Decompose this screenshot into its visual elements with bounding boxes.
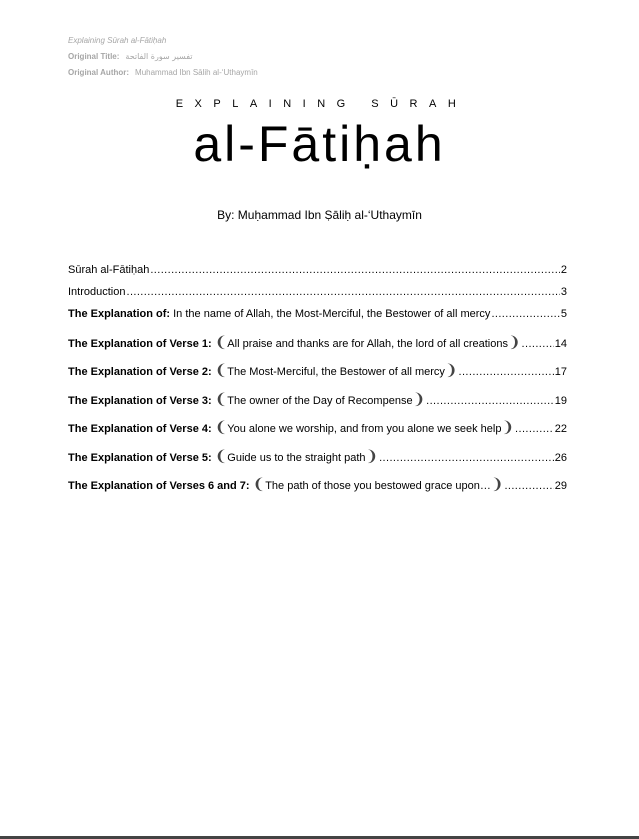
toc-entry[interactable] [68, 389, 567, 423]
toc-page-number: 26 [554, 451, 567, 464]
toc-entry-title: The Explanation of Verses 6 and 7: [68, 480, 250, 492]
toc-entry-description: In the name of Allah, the Most-Merciful, the Bestower of all mercy [173, 308, 491, 320]
toc-entry[interactable] [68, 418, 567, 451]
toc-entry[interactable] [68, 361, 567, 394]
dot-leader [426, 395, 554, 407]
toc-entry[interactable] [68, 475, 567, 508]
dot-leader [515, 423, 554, 435]
toc-entry-description: You alone we worship, and from you alone we seek help [227, 423, 502, 435]
original-author-label: Original Author: [68, 68, 130, 77]
toc-page-number: 3 [560, 286, 567, 298]
toc-entry-description: All praise and thanks are for Allah, the lord of all creations [227, 337, 508, 350]
toc-entry[interactable] [68, 308, 567, 337]
toc-entry-title: The Explanation of Verse 4: [68, 423, 212, 435]
toc-entry-description: The owner of the Day of Recompense [227, 394, 413, 407]
toc-entry-title: The Explanation of Verse 3: [68, 394, 212, 407]
dot-leader [150, 264, 560, 276]
toc-entry-description: The path of those you bestowed grace upon… [265, 480, 491, 492]
ornate-close-bracket-icon: ❩ [501, 418, 515, 436]
dot-leader [379, 452, 554, 464]
ornate-close-bracket-icon: ❩ [412, 389, 426, 408]
toc-page-number: 22 [554, 423, 567, 435]
document-meta [68, 33, 258, 81]
ornate-close-bracket-icon: ❩ [444, 361, 458, 379]
ornate-open-bracket-icon: ❨ [214, 389, 228, 408]
toc-entry[interactable] [68, 286, 567, 308]
original-title: تفسير سورة الفاتحة [125, 52, 193, 61]
toc-entry-title: The Explanation of Verse 1: [68, 337, 212, 350]
dot-leader [522, 338, 554, 350]
toc-entry-title: Sūrah al-Fātiḥah [68, 264, 150, 276]
ornate-open-bracket-icon: ❨ [214, 332, 228, 351]
dot-leader [491, 308, 559, 320]
toc-page-number: 5 [560, 308, 567, 320]
page-title: al-Fātiḥah [193, 116, 446, 172]
toc-entry-title: The Explanation of: [68, 308, 171, 320]
toc-page-number: 19 [554, 394, 567, 407]
toc-page-number: 14 [554, 337, 567, 350]
author-byline: By: Muḥammad Ibn Ṣāliḥ al-‘Uthaymīn [217, 208, 422, 222]
dot-leader [459, 366, 554, 378]
series-title: Explaining Sūrah al-Fātiḥah [68, 36, 167, 45]
title-kicker: EXPLAINING SŪRAH [175, 98, 468, 110]
toc-entry[interactable] [68, 332, 567, 366]
ornate-open-bracket-icon: ❨ [214, 361, 228, 379]
toc-page-number: 29 [554, 480, 567, 492]
dot-leader [504, 480, 553, 492]
toc-page-number: 17 [554, 366, 567, 378]
ornate-open-bracket-icon: ❨ [214, 418, 228, 436]
ornate-close-bracket-icon: ❩ [507, 332, 521, 351]
original-author-line [68, 65, 258, 81]
toc-entry-description: Guide us to the straight path [227, 451, 366, 464]
ornate-open-bracket-icon: ❨ [252, 475, 266, 493]
toc-page-number: 2 [560, 264, 567, 276]
dot-leader [126, 286, 559, 298]
toc-entry-title: The Explanation of Verse 2: [68, 366, 212, 378]
toc-entry-title: The Explanation of Verse 5: [68, 451, 212, 464]
toc-entry-title: Introduction [68, 286, 126, 298]
table-of-contents [68, 264, 567, 508]
original-author: Muhammad Ibn Sālih al-‘Uthaymīn [135, 68, 258, 77]
original-title-label: Original Title: [68, 52, 120, 61]
toc-entry-description: The Most-Merciful, the Bestower of all mercy [227, 366, 445, 378]
ornate-close-bracket-icon: ❩ [490, 475, 504, 493]
toc-entry[interactable] [68, 264, 567, 286]
ornate-close-bracket-icon: ❩ [365, 446, 379, 465]
original-title-line [68, 49, 258, 65]
ornate-open-bracket-icon: ❨ [214, 446, 228, 465]
